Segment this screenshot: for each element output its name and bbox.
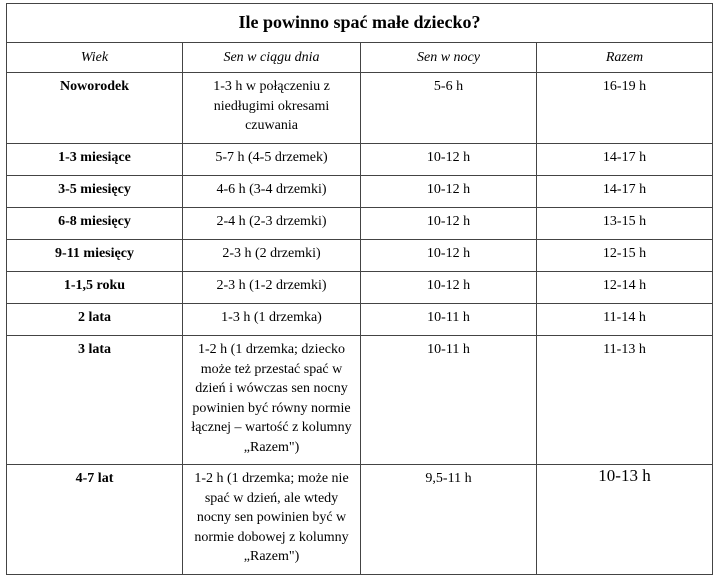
night-sleep-cell: 5-6 h	[361, 73, 537, 144]
night-sleep-cell: 10-12 h	[361, 208, 537, 240]
day-sleep-cell: 1-3 h w połączeniu z niedługimi okresami czuwania	[183, 73, 361, 144]
column-header-total: Razem	[537, 43, 713, 73]
table-row	[7, 144, 713, 176]
night-sleep-cell: 10-11 h	[361, 304, 537, 336]
total-sleep-cell: 13-15 h	[537, 208, 713, 240]
total-sleep-cell: 10-13 h	[537, 465, 713, 575]
total-sleep-cell: 14-17 h	[537, 176, 713, 208]
age-cell: 9-11 miesięcy	[7, 240, 183, 272]
age-cell: 3-5 miesięcy	[7, 176, 183, 208]
night-sleep-cell: 10-12 h	[361, 272, 537, 304]
day-sleep-cell: 4-6 h (3-4 drzemki)	[183, 176, 361, 208]
age-cell: Noworodek	[7, 73, 183, 144]
day-sleep-cell: 2-4 h (2-3 drzemki)	[183, 208, 361, 240]
day-sleep-cell: 1-3 h (1 drzemka)	[183, 304, 361, 336]
night-sleep-cell: 10-12 h	[361, 144, 537, 176]
total-sleep-cell: 16-19 h	[537, 73, 713, 144]
day-sleep-cell: 1-2 h (1 drzemka; może nie spać w dzień, ale wtedy nocny sen powinien być w normie dobowej z kolumny „Razem")	[183, 465, 361, 575]
age-cell: 4-7 lat	[7, 465, 183, 575]
age-cell: 1-1,5 roku	[7, 272, 183, 304]
night-sleep-cell: 10-12 h	[361, 176, 537, 208]
table-row	[7, 240, 713, 272]
total-sleep-cell: 12-14 h	[537, 272, 713, 304]
table-row	[7, 176, 713, 208]
age-cell: 6-8 miesięcy	[7, 208, 183, 240]
day-sleep-cell: 2-3 h (1-2 drzemki)	[183, 272, 361, 304]
sleep-table	[6, 3, 713, 575]
table-row	[7, 465, 713, 575]
column-header-night-sleep: Sen w nocy	[361, 43, 537, 73]
night-sleep-cell: 10-11 h	[361, 336, 537, 465]
night-sleep-cell: 10-12 h	[361, 240, 537, 272]
age-cell: 3 lata	[7, 336, 183, 465]
column-header-day-sleep: Sen w ciągu dnia	[183, 43, 361, 73]
age-cell: 2 lata	[7, 304, 183, 336]
table-title: Ile powinno spać małe dziecko?	[7, 4, 713, 43]
column-header-age: Wiek	[7, 43, 183, 73]
age-cell: 1-3 miesiące	[7, 144, 183, 176]
table-title-row	[7, 4, 713, 43]
table-row	[7, 304, 713, 336]
total-sleep-cell: 14-17 h	[537, 144, 713, 176]
day-sleep-cell: 2-3 h (2 drzemki)	[183, 240, 361, 272]
total-sleep-cell: 12-15 h	[537, 240, 713, 272]
table-row	[7, 336, 713, 465]
table-row	[7, 208, 713, 240]
table-header-row	[7, 43, 713, 73]
day-sleep-cell: 5-7 h (4-5 drzemek)	[183, 144, 361, 176]
total-sleep-cell: 11-13 h	[537, 336, 713, 465]
table-row	[7, 272, 713, 304]
table-row	[7, 73, 713, 144]
night-sleep-cell: 9,5-11 h	[361, 465, 537, 575]
total-sleep-cell: 11-14 h	[537, 304, 713, 336]
day-sleep-cell: 1-2 h (1 drzemka; dziecko może też przestać spać w dzień i wówczas sen nocny powinien być równy normie łącznej – wartość z kolumny „Razem")	[183, 336, 361, 465]
